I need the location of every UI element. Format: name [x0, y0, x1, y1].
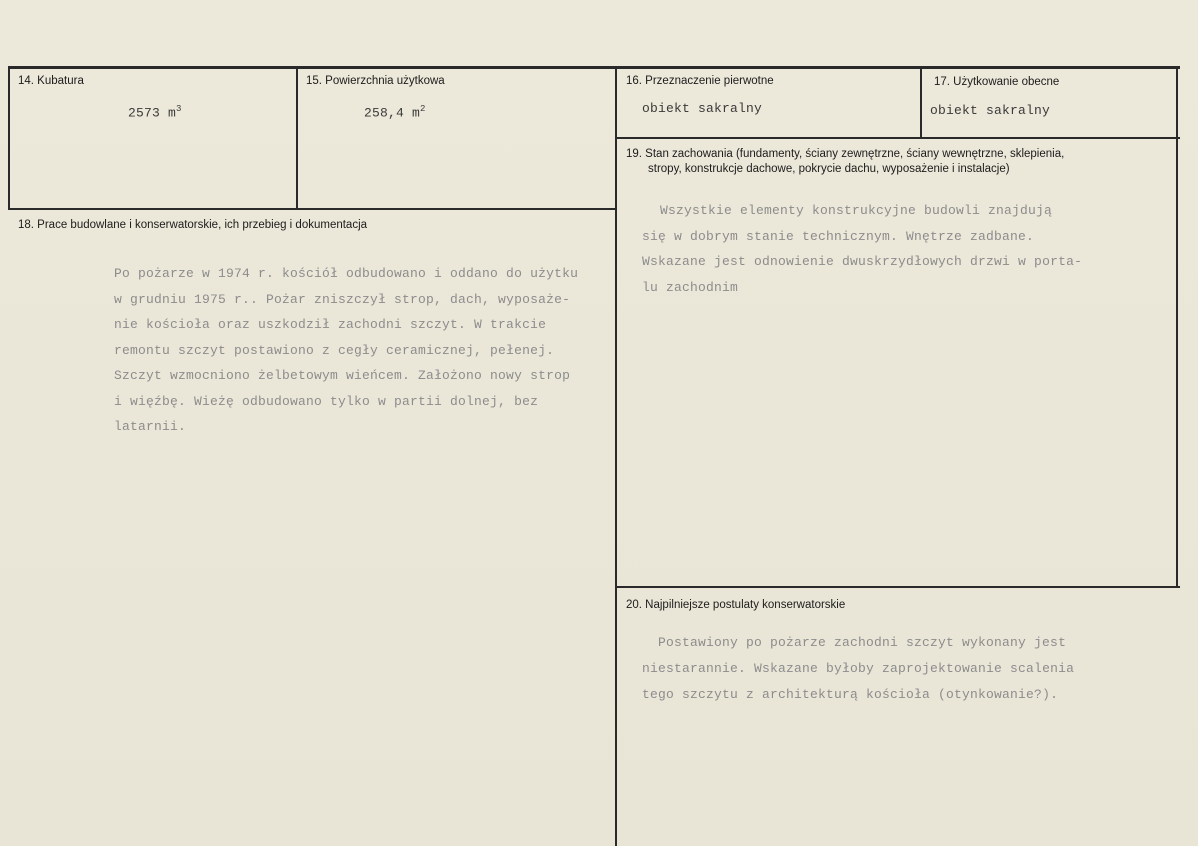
kubatura-value: 2573 m [128, 105, 177, 121]
field-18-line: Szczyt wzmocniono żelbetowym wieńcem. Założono nowy strop [114, 368, 571, 383]
field-15-value [364, 104, 426, 120]
field-19-label-line1: 19. Stan zachowania (fundamenty, ściany zewnętrzne, ściany wewnętrzne, sklepienia, [626, 148, 1065, 160]
field-16-value: obiekt sakralny [642, 101, 763, 116]
field-20-label: 20. Najpilniejsze postulaty konserwatorskie [626, 599, 846, 611]
rule-under-16-17 [615, 137, 1180, 139]
powierzchnia-unit-exponent: 2 [420, 104, 426, 114]
field-20-line: tego szczytu z architekturą kościoła (otynkowanie?). [642, 687, 1059, 702]
field-17-value: obiekt sakralny [930, 103, 1051, 118]
divider-14-15 [296, 66, 298, 209]
divider-main [615, 66, 617, 846]
top-rule [8, 66, 1180, 69]
field-18-line: i więźbę. Wieżę odbudowano tylko w partii dolnej, bez [114, 393, 539, 409]
rule-under-14-15 [8, 208, 617, 210]
field-18-line: w grudniu 1975 r.. Pożar zniszczył strop, dach, wyposaże- [114, 291, 571, 307]
field-18-line: remontu szczyt postawiono z cegły ceramicznej, pełenej. [114, 342, 555, 358]
field-19-line: się w dobrym stanie technicznym. Wnętrze zadbane. [642, 228, 1035, 244]
divider-16-17 [920, 66, 922, 138]
field-19-line: Wszystkie elementy konstrukcyjne budowli znajdują [660, 203, 1053, 218]
field-20-line: Postawiony po pożarze zachodni szczyt wykonany jest [658, 635, 1067, 650]
field-18-line: latarnii. [114, 419, 187, 434]
field-19-line: lu zachodnim [642, 279, 739, 295]
field-19-label-line2: stropy, konstrukcje dachowe, pokrycie dachu, wyposażenie i instalacje) [648, 163, 1010, 175]
field-18-text [114, 261, 578, 440]
left-rule [8, 66, 10, 210]
field-17-label: 17. Użytkowanie obecne [934, 76, 1060, 88]
field-15-label: 15. Powierzchnia użytkowa [306, 75, 445, 87]
field-19-text [642, 198, 1082, 300]
field-16-label: 16. Przeznaczenie pierwotne [626, 75, 774, 87]
field-14-value [128, 104, 182, 120]
field-19-line: Wskazane jest odnowienie dwuskrzydłowych drzwi w porta- [642, 254, 1083, 269]
field-20-line: niestarannie. Wskazane byłoby zaprojektowanie scalenia [642, 661, 1075, 676]
right-rule [1176, 66, 1178, 588]
rule-above-20 [615, 586, 1180, 588]
field-14-label: 14. Kubatura [18, 75, 84, 87]
powierzchnia-value: 258,4 m [364, 105, 421, 121]
field-20-text [642, 630, 1074, 708]
field-18-label: 18. Prace budowlane i konserwatorskie, ich przebieg i dokumentacja [18, 219, 368, 231]
field-18-line: Po pożarze w 1974 r. kościół odbudowano i oddano do użytku [114, 266, 579, 281]
kubatura-unit-exponent: 3 [176, 104, 182, 114]
field-18-line: nie kościoła oraz uszkodził zachodni szczyt. W trakcie [114, 317, 547, 332]
